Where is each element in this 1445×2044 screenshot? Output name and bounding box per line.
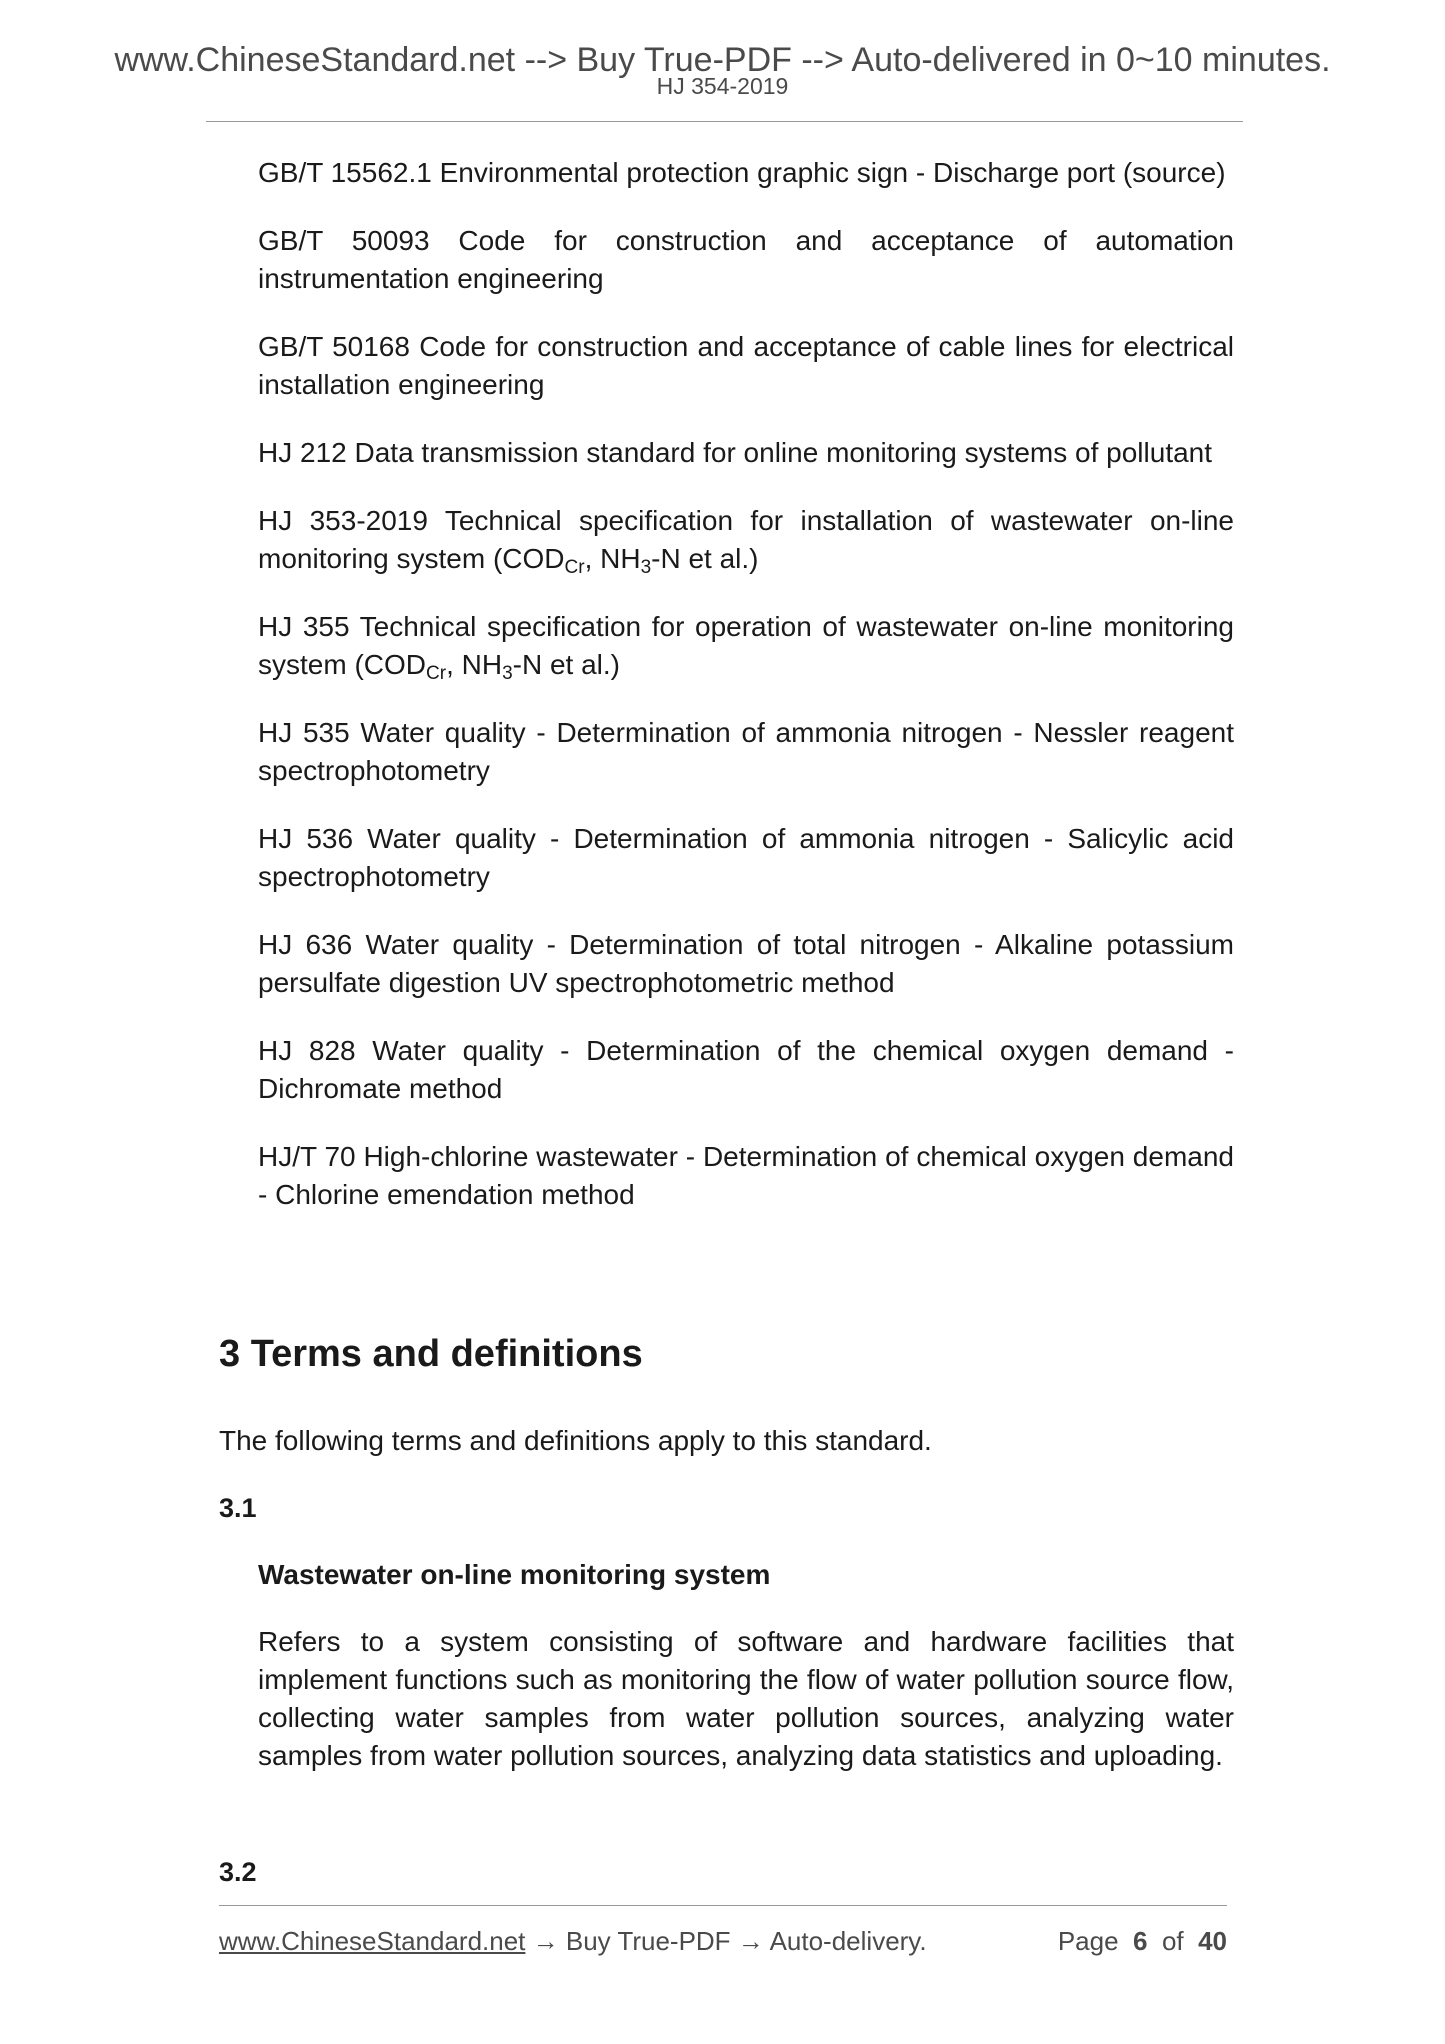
reference-item: HJ/T 70 High-chlorine wastewater - Determination of chemical oxygen demand - Chlorine emendation method	[258, 1141, 1234, 1210]
page-total: 40	[1198, 1926, 1227, 1956]
subscript: Cr	[564, 557, 585, 578]
header-divider	[206, 121, 1243, 122]
reference-text: HJ 355 Technical specification for operation of wastewater on-line monitoring system (COD	[258, 611, 1234, 680]
reference-item: HJ 636 Water quality - Determination of total nitrogen - Alkaline potassium persulfate digestion UV spectrophotometric method	[258, 929, 1234, 998]
reference-item: HJ 212 Data transmission standard for online monitoring systems of pollutant	[258, 437, 1213, 468]
page-of: of	[1161, 1926, 1184, 1956]
clause-number: 3.1	[219, 1493, 257, 1523]
reference-text: -N et al.)	[512, 649, 620, 680]
section-intro: The following terms and definitions apply to this standard.	[219, 1425, 932, 1456]
reference-item: GB/T 15562.1 Environmental protection graphic sign - Discharge port (source)	[258, 157, 1226, 188]
reference-text: -N et al.)	[651, 543, 759, 574]
reference-item: GB/T 50168 Code for construction and acceptance of cable lines for electrical installation engineering	[258, 331, 1234, 400]
subscript: Cr	[426, 663, 447, 684]
site-banner: www.ChineseStandard.net --> Buy True-PDF --> Auto-delivered in 0~10 minutes.	[114, 41, 1331, 79]
reference-text: , NH	[446, 649, 503, 680]
clause-number: 3.2	[219, 1857, 257, 1887]
reference-item	[258, 608, 1234, 684]
term-definition: Refers to a system consisting of software and hardware facilities that implement functions such as monitoring the flow of water pollution source flow, collecting water samples from water pollution sources, analyzing water samples from water pollution sources, analyzing data statistics and uploading.	[258, 1626, 1234, 1771]
reference-text: , NH	[584, 543, 641, 574]
page-footer	[219, 1925, 1227, 1957]
reference-item: HJ 828 Water quality - Determination of the chemical oxygen demand - Dichromate method	[258, 1035, 1234, 1104]
page-current: 6	[1133, 1926, 1148, 1956]
subscript: 3	[640, 557, 652, 578]
reference-item: GB/T 50093 Code for construction and acceptance of automation instrumentation engineering	[258, 225, 1234, 294]
footer-divider	[219, 1905, 1227, 1906]
document-code: HJ 354-2019	[656, 73, 789, 99]
subscript: 3	[502, 663, 513, 684]
page-indicator	[1058, 1925, 1227, 1957]
footer-tagline: → Buy True-PDF → Auto-delivery.	[525, 1926, 927, 1956]
normative-references-list	[258, 154, 1234, 1244]
reference-item: HJ 536 Water quality - Determination of ammonia nitrogen - Salicylic acid spectrophotometry	[258, 823, 1234, 892]
reference-text: HJ 353-2019 Technical specification for installation of wastewater on-line monitoring system (COD	[258, 505, 1234, 574]
site-link[interactable]: www.ChineseStandard.net	[219, 1926, 526, 1956]
term-title: Wastewater on-line monitoring system	[258, 1559, 771, 1590]
section-heading: 3 Terms and definitions	[219, 1333, 643, 1375]
reference-item: HJ 535 Water quality - Determination of ammonia nitrogen - Nessler reagent spectrophotometry	[258, 717, 1234, 786]
page-label: Page	[1057, 1926, 1119, 1956]
reference-item	[258, 502, 1234, 578]
